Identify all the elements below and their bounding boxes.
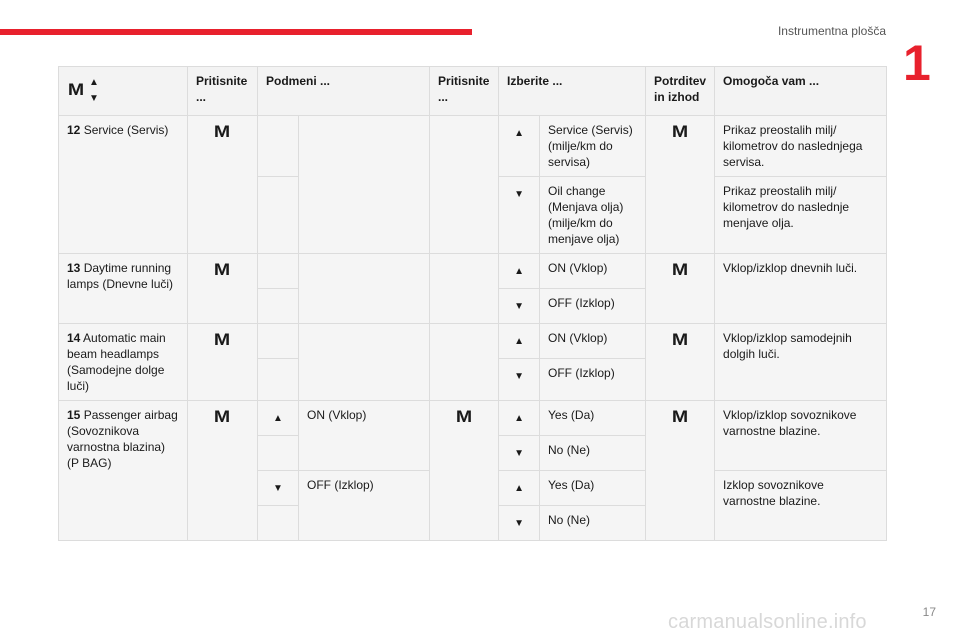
down-arrow-icon: ▼ xyxy=(258,471,299,506)
option-text: Service (Servis) (milje/km do servisa) xyxy=(540,116,646,177)
header-press1: Pritisnite ... xyxy=(188,67,258,116)
header-confirm: Potrditev in izhod xyxy=(646,67,715,116)
m-arrows-icon: M ▲ ▼ xyxy=(67,77,99,104)
empty-cell xyxy=(430,254,499,324)
option-text: Oil change (Menjava olja) (milje/km do menjave olja) xyxy=(540,177,646,254)
option-text: ON (Vklop) xyxy=(540,324,646,359)
empty-cell xyxy=(430,116,499,254)
option-text: No (Ne) xyxy=(540,506,646,541)
row-label: 14 Automatic main beam headlamps (Samodejne dolge luči) xyxy=(59,324,188,401)
empty-cell xyxy=(258,116,299,177)
table-row xyxy=(59,116,887,177)
row-label: 15 Passenger airbag (Sovoznikova varnostna blazina) (P BAG) xyxy=(59,401,188,541)
m-icon: M xyxy=(188,254,258,324)
up-arrow-icon: ▲ xyxy=(499,471,540,506)
header-press2: Pritisnite ... xyxy=(430,67,499,116)
empty-cell xyxy=(258,359,299,401)
menu-table xyxy=(58,66,887,541)
header-icon-cell xyxy=(59,67,188,116)
down-arrow-icon: ▼ xyxy=(499,506,540,541)
option-text: Yes (Da) xyxy=(540,471,646,506)
option-text: ON (Vklop) xyxy=(540,254,646,289)
m-icon: M xyxy=(646,116,715,254)
down-arrow-icon: ▼ xyxy=(499,359,540,401)
up-arrow-icon: ▲ xyxy=(499,401,540,436)
empty-cell xyxy=(258,324,299,359)
empty-cell xyxy=(258,436,299,471)
empty-cell xyxy=(299,254,430,324)
empty-cell xyxy=(258,289,299,324)
result-text: Vklop/izklop samodejnih dolgih luči. xyxy=(715,324,887,401)
submenu-text: OFF (Izklop) xyxy=(299,471,430,541)
m-icon: M xyxy=(188,116,258,254)
chapter-number: 1 xyxy=(903,35,931,91)
option-text: OFF (Izklop) xyxy=(540,289,646,324)
page-number: 17 xyxy=(922,605,936,619)
empty-cell xyxy=(430,324,499,401)
empty-cell xyxy=(258,254,299,289)
m-icon: M xyxy=(646,401,715,541)
m-icon: M xyxy=(188,401,258,541)
header-allows: Omogoča vam ... xyxy=(715,67,887,116)
section-title: Instrumentna plošča xyxy=(777,24,886,38)
empty-cell xyxy=(258,506,299,541)
m-icon: M xyxy=(430,401,499,541)
up-arrow-icon: ▲ xyxy=(499,116,540,177)
result-text: Vklop/izklop dnevnih luči. xyxy=(715,254,887,324)
option-text: No (Ne) xyxy=(540,436,646,471)
result-text: Vklop/izklop sovoznikove varnostne blazine. xyxy=(715,401,887,471)
result-text: Prikaz preostalih milj/ kilometrov do naslednjega servisa. xyxy=(715,116,887,177)
watermark: carmanualsonline.info xyxy=(668,611,867,633)
up-arrow-icon: ▲ xyxy=(499,254,540,289)
empty-cell xyxy=(258,177,299,254)
table-row xyxy=(59,401,887,436)
table-row xyxy=(59,324,887,359)
up-arrow-icon: ▲ xyxy=(499,324,540,359)
m-icon: M xyxy=(188,324,258,401)
header-select: Izberite ... xyxy=(499,67,646,116)
header-submenu: Podmeni ... xyxy=(258,67,430,116)
result-text: Prikaz preostalih milj/ kilometrov do naslednje menjave olja. xyxy=(715,177,887,254)
empty-cell xyxy=(299,116,430,254)
up-arrow-icon: ▲ xyxy=(258,401,299,436)
submenu-text: ON (Vklop) xyxy=(299,401,430,471)
down-arrow-icon: ▼ xyxy=(499,436,540,471)
m-icon: M xyxy=(646,324,715,401)
option-text: OFF (Izklop) xyxy=(540,359,646,401)
option-text: Yes (Da) xyxy=(540,401,646,436)
header-accent-bar xyxy=(0,29,472,35)
row-label: 13 Daytime running lamps (Dnevne luči) xyxy=(59,254,188,324)
result-text: Izklop sovoznikove varnostne blazine. xyxy=(715,471,887,541)
table-header-row xyxy=(59,67,887,116)
down-arrow-icon: ▼ xyxy=(499,177,540,254)
row-label: 12 Service (Servis) xyxy=(59,116,188,254)
m-icon: M xyxy=(646,254,715,324)
down-arrow-icon: ▼ xyxy=(499,289,540,324)
empty-cell xyxy=(299,324,430,401)
table-row xyxy=(59,254,887,289)
